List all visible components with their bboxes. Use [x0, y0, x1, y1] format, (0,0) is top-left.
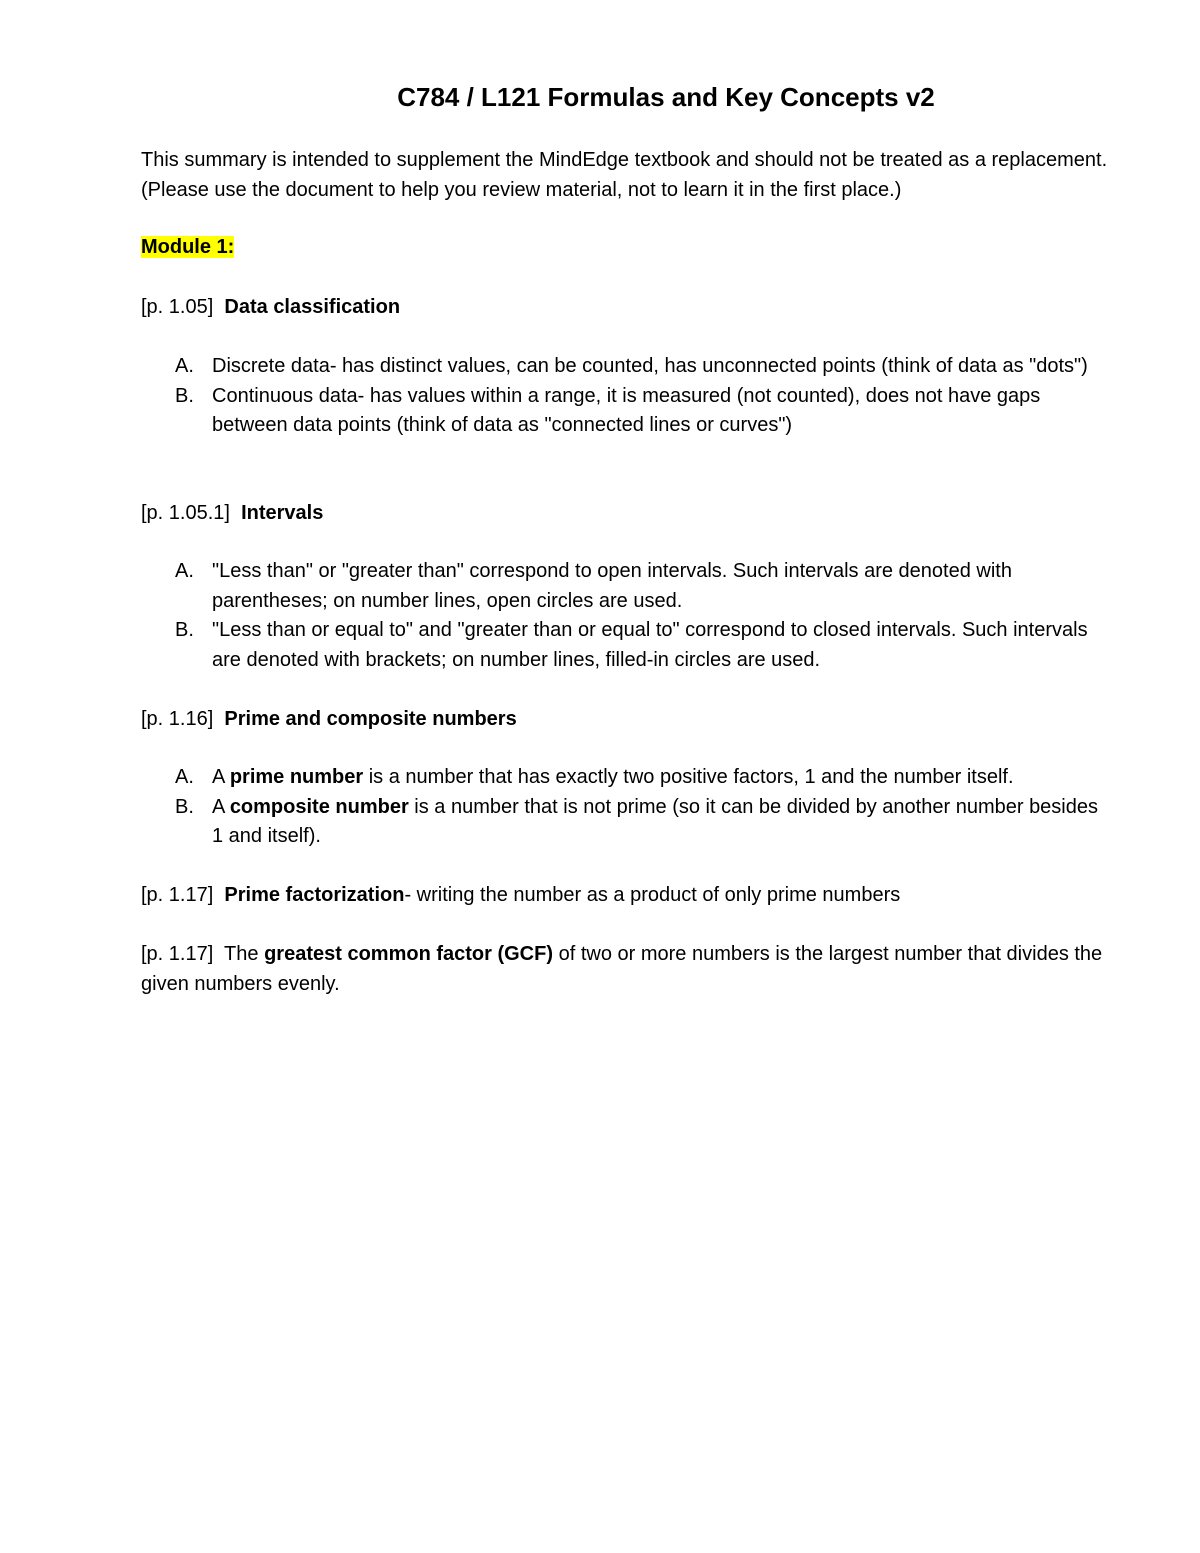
page-ref: [p. 1.05.1]	[141, 502, 230, 524]
list-marker: A.	[175, 560, 194, 582]
list-marker: A.	[175, 355, 194, 377]
list-item	[141, 793, 1111, 852]
section-heading-intervals	[141, 499, 1111, 529]
definition-text: - writing the number as a product of only prime numbers	[404, 884, 901, 906]
document-title: C784 / L121 Formulas and Key Concepts v2	[397, 82, 935, 112]
term-gcf: greatest common factor (GCF)	[264, 943, 554, 965]
list-item-text: "Less than" or "greater than" correspond to open intervals. Such intervals are denoted with parentheses; on number lines, open circles are used.	[212, 560, 1012, 612]
section-heading-data-classification	[141, 293, 1111, 323]
list-item	[141, 616, 1111, 675]
list-item	[141, 352, 1111, 382]
module-heading-line	[141, 233, 1111, 263]
list-item	[141, 763, 1111, 793]
section-heading-text: Prime and composite numbers	[224, 708, 517, 730]
intro-paragraph: This summary is intended to supplement the MindEdge textbook and should not be treated as a replacement. (Please use the document to help you review material, not to learn it in the first place.)	[141, 149, 1108, 201]
list-prime-composite	[141, 763, 1111, 852]
list-marker: B.	[175, 619, 194, 641]
definition-pre: The	[224, 943, 259, 965]
section-gcf	[141, 940, 1111, 999]
list-marker: B.	[175, 795, 194, 818]
module-heading: Module 1:	[141, 236, 235, 258]
page-ref: [p. 1.05]	[141, 296, 214, 318]
list-marker: B.	[175, 384, 194, 407]
section-heading-prime-composite	[141, 705, 1111, 735]
list-marker: A.	[175, 766, 194, 788]
list-item	[141, 557, 1111, 616]
list-item-text: Discrete data- has distinct values, can be counted, has unconnected points (think of data as "dots")	[212, 355, 1088, 377]
page-ref: [p. 1.17]	[141, 884, 214, 906]
list-data-classification	[141, 352, 1111, 441]
list-intervals	[141, 557, 1111, 675]
definition-text: of two or more numbers is the largest number that divides the given numbers evenly.	[141, 943, 1103, 995]
section-heading-text: Intervals	[241, 502, 324, 524]
list-item-text: is a number that has exactly two positive factors, 1 and the number itself.	[368, 766, 1014, 788]
list-item-pre: A	[212, 766, 225, 788]
term-composite-number: composite number	[229, 795, 409, 818]
page-ref: [p. 1.17]	[141, 943, 214, 965]
section-heading-text: Data classification	[224, 296, 401, 318]
list-item	[141, 382, 1111, 441]
list-item-text: is a number that is not prime (so it can be divided by another number besides 1 and itself).	[212, 795, 1098, 847]
list-item-text: Continuous data- has values within a range, it is measured (not counted), does not have gaps between data points (think of data as "connected lines or curves")	[212, 384, 1041, 436]
list-item-text: "Less than or equal to" and "greater than or equal to" correspond to closed intervals. Such intervals are denoted with brackets; on number lines, filled-in circles are used.	[212, 619, 1088, 671]
list-item-pre: A	[212, 795, 225, 818]
term-prime-factorization: Prime factorization	[224, 884, 405, 906]
section-prime-factorization	[141, 881, 1111, 911]
page-ref: [p. 1.16]	[141, 708, 214, 730]
term-prime-number: prime number	[229, 766, 364, 788]
